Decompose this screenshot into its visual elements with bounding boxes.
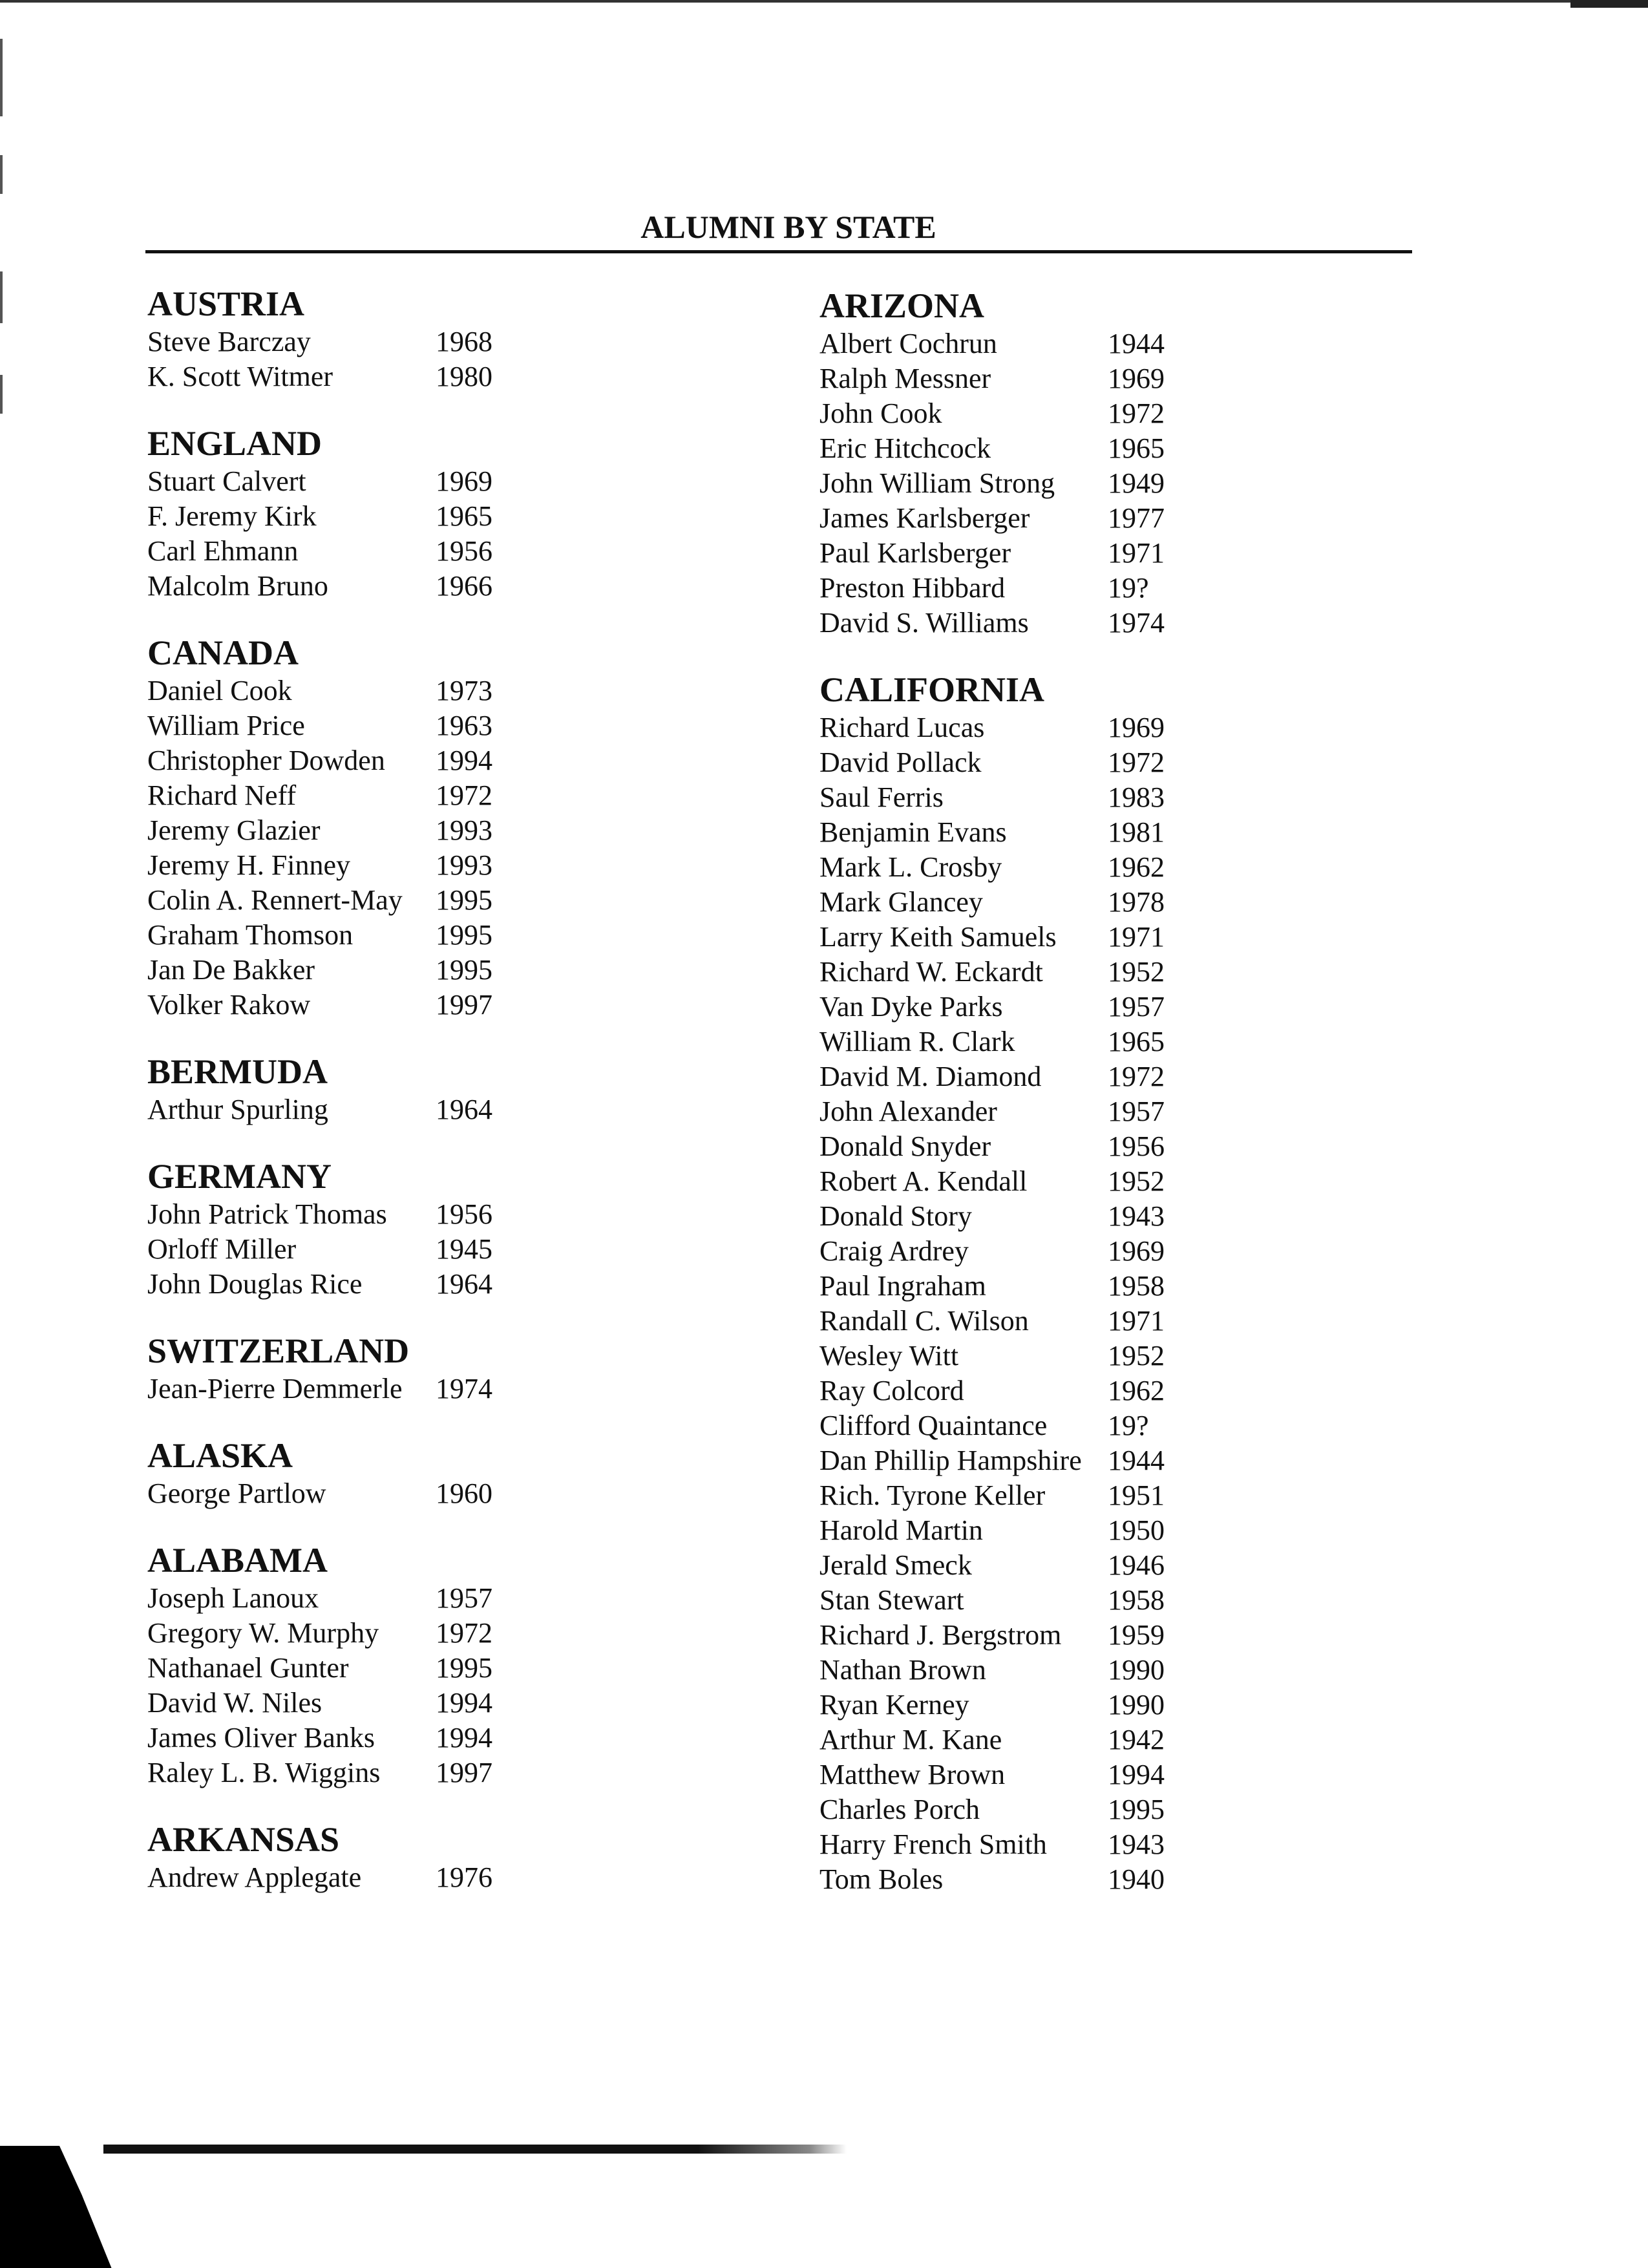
alumni-entry <box>147 1651 561 1686</box>
alumni-name: Wesley Witt <box>819 1340 959 1372</box>
alumni-entry <box>147 1232 561 1267</box>
graduation-year: 1945 <box>436 1233 492 1265</box>
graduation-year: 1974 <box>436 1373 492 1404</box>
alumni-name: William Price <box>147 710 305 741</box>
alumni-entry <box>147 1721 561 1755</box>
alumni-name: Donald Snyder <box>819 1130 991 1162</box>
alumni-name: F. Jeremy Kirk <box>147 500 317 532</box>
alumni-entry <box>819 1618 1233 1653</box>
graduation-year: 1971 <box>1108 1305 1165 1337</box>
graduation-year: 1969 <box>436 465 492 497</box>
alumni-name: Arthur Spurling <box>147 1094 328 1125</box>
alumni-name: Charles Porch <box>819 1794 980 1825</box>
graduation-year: 1943 <box>1108 1200 1165 1232</box>
alumni-name: Clifford Quaintance <box>819 1410 1048 1441</box>
alumni-entry <box>147 743 561 778</box>
graduation-year: 1960 <box>436 1478 492 1509</box>
alumni-name: Larry Keith Samuels <box>819 921 1057 953</box>
location-section <box>147 283 561 394</box>
alumni-name: John Alexander <box>819 1096 997 1127</box>
graduation-year: 1972 <box>436 779 492 811</box>
alumni-entry <box>819 1722 1233 1757</box>
alumni-name: David M. Diamond <box>819 1061 1042 1092</box>
alumni-name: Jerald Smeck <box>819 1549 972 1581</box>
alumni-entry <box>819 780 1233 815</box>
alumni-entry <box>147 359 561 394</box>
alumni-name: Van Dyke Parks <box>819 991 1003 1023</box>
right-column <box>819 285 1233 1925</box>
alumni-entry <box>819 1757 1233 1792</box>
alumni-entry <box>819 1548 1233 1583</box>
alumni-entry <box>819 1583 1233 1618</box>
graduation-year: 1965 <box>1108 432 1165 464</box>
graduation-year: 1972 <box>1108 397 1165 429</box>
scan-corner-mark <box>1570 0 1648 8</box>
graduation-year: 1994 <box>436 1687 492 1719</box>
graduation-year: 1944 <box>1108 1445 1165 1476</box>
graduation-year: 1969 <box>1108 712 1165 743</box>
location-heading: ARKANSAS <box>147 1820 340 1859</box>
alumni-name: Eric Hitchcock <box>819 432 991 464</box>
alumni-entry <box>819 990 1233 1024</box>
location-heading: SWITZERLAND <box>147 1331 410 1370</box>
alumni-entry <box>147 324 561 359</box>
alumni-name: Donald Story <box>819 1200 972 1232</box>
graduation-year: 1965 <box>436 500 492 532</box>
graduation-year: 1966 <box>436 570 492 602</box>
alumni-entry <box>819 1164 1233 1199</box>
graduation-year: 1978 <box>1108 886 1165 918</box>
graduation-year: 1990 <box>1108 1689 1165 1721</box>
alumni-entry <box>147 673 561 708</box>
alumni-entry <box>819 1688 1233 1722</box>
alumni-entry <box>819 815 1233 850</box>
alumni-entry <box>147 918 561 953</box>
alumni-name: Steve Barczay <box>147 326 311 357</box>
graduation-year: 1950 <box>1108 1514 1165 1546</box>
scan-left-mark <box>0 375 3 414</box>
alumni-entry <box>147 1860 561 1895</box>
graduation-year: 1976 <box>436 1861 492 1893</box>
alumni-name: Colin A. Rennert-May <box>147 884 403 916</box>
graduation-year: 1997 <box>436 1757 492 1788</box>
alumni-entry <box>819 431 1233 466</box>
alumni-entry <box>819 396 1233 431</box>
page-title: ALUMNI BY STATE <box>640 209 936 245</box>
alumni-name: Christopher Dowden <box>147 745 385 776</box>
graduation-year: 1983 <box>1108 781 1165 813</box>
alumni-entry <box>147 569 561 604</box>
graduation-year: 1994 <box>1108 1759 1165 1790</box>
alumni-name: Richard J. Bergstrom <box>819 1619 1062 1651</box>
graduation-year: 1959 <box>1108 1619 1165 1651</box>
location-section <box>147 1435 561 1511</box>
alumni-entry <box>147 988 561 1023</box>
alumni-name: David S. Williams <box>819 607 1029 639</box>
graduation-year: 1940 <box>1108 1863 1165 1895</box>
alumni-entry <box>819 326 1233 361</box>
graduation-year: 1952 <box>1108 956 1165 988</box>
location-heading: BERMUDA <box>147 1052 328 1091</box>
graduation-year: 1994 <box>436 745 492 776</box>
graduation-year: 1965 <box>1108 1026 1165 1057</box>
graduation-year: 1997 <box>436 989 492 1021</box>
location-heading: ENGLAND <box>147 424 322 463</box>
alumni-entry <box>147 708 561 743</box>
alumni-name: William R. Clark <box>819 1026 1015 1057</box>
alumni-entry <box>819 1094 1233 1129</box>
alumni-name: Craig Ardrey <box>819 1235 969 1267</box>
scan-left-mark <box>0 155 3 194</box>
alumni-entry <box>819 536 1233 571</box>
alumni-entry <box>819 885 1233 920</box>
alumni-name: Rich. Tyrone Keller <box>819 1479 1046 1511</box>
alumni-name: Jean-Pierre Demmerle <box>147 1373 403 1404</box>
alumni-entry <box>819 1199 1233 1234</box>
location-heading: ALASKA <box>147 1436 293 1475</box>
graduation-year: 1964 <box>436 1094 492 1125</box>
alumni-name: Joseph Lanoux <box>147 1582 319 1614</box>
alumni-name: Arthur M. Kane <box>819 1724 1002 1755</box>
graduation-year: 1977 <box>1108 502 1165 534</box>
alumni-name: Daniel Cook <box>147 675 292 706</box>
title-rule <box>145 250 1412 253</box>
graduation-year: 1957 <box>436 1582 492 1614</box>
alumni-entry <box>819 850 1233 885</box>
location-section <box>819 285 1233 641</box>
alumni-name: John William Strong <box>819 467 1055 499</box>
scan-left-mark <box>0 271 3 323</box>
alumni-name: Preston Hibbard <box>819 572 1006 604</box>
alumni-name: Stan Stewart <box>819 1584 964 1616</box>
location-heading: ARIZONA <box>819 286 985 325</box>
graduation-year: 1962 <box>1108 851 1165 883</box>
graduation-year: 1964 <box>436 1268 492 1300</box>
graduation-year: 1994 <box>436 1722 492 1754</box>
alumni-name: Dan Phillip Hampshire <box>819 1445 1082 1476</box>
alumni-name: John Patrick Thomas <box>147 1198 387 1230</box>
alumni-entry <box>147 464 561 499</box>
alumni-entry <box>819 1408 1233 1443</box>
graduation-year: 1963 <box>436 710 492 741</box>
alumni-entry <box>819 955 1233 990</box>
alumni-entry <box>147 848 561 883</box>
alumni-entry <box>819 1059 1233 1094</box>
alumni-entry <box>147 534 561 569</box>
graduation-year: 1990 <box>1108 1654 1165 1686</box>
alumni-name: Nathan Brown <box>819 1654 986 1686</box>
alumni-entry <box>819 920 1233 955</box>
alumni-entry <box>819 1269 1233 1304</box>
graduation-year: 1969 <box>1108 363 1165 394</box>
alumni-name: Mark Glancey <box>819 886 983 918</box>
alumni-entry <box>147 1755 561 1790</box>
graduation-year: 19? <box>1108 1410 1149 1441</box>
alumni-name: Ralph Messner <box>819 363 991 394</box>
alumni-entry <box>819 710 1233 745</box>
alumni-entry <box>819 745 1233 780</box>
alumni-entry <box>819 1443 1233 1478</box>
location-section <box>147 423 561 604</box>
alumni-entry <box>147 1267 561 1302</box>
location-heading: AUSTRIA <box>147 284 305 323</box>
alumni-entry <box>819 1129 1233 1164</box>
graduation-year: 1943 <box>1108 1828 1165 1860</box>
alumni-name: Nathanael Gunter <box>147 1652 349 1684</box>
graduation-year: 1995 <box>436 1652 492 1684</box>
graduation-year: 1957 <box>1108 1096 1165 1127</box>
graduation-year: 1995 <box>436 919 492 951</box>
graduation-year: 1993 <box>436 814 492 846</box>
alumni-name: Benjamin Evans <box>819 816 1007 848</box>
graduation-year: 19? <box>1108 572 1149 604</box>
scan-left-mark <box>0 39 3 116</box>
graduation-year: 1946 <box>1108 1549 1165 1581</box>
graduation-year: 1974 <box>1108 607 1165 639</box>
alumni-entry <box>819 571 1233 606</box>
graduation-year: 1995 <box>436 884 492 916</box>
location-section <box>147 1156 561 1302</box>
graduation-year: 1952 <box>1108 1340 1165 1372</box>
location-section <box>819 669 1233 1897</box>
alumni-entry <box>819 1024 1233 1059</box>
alumni-name: Harry French Smith <box>819 1828 1047 1860</box>
alumni-name: Volker Rakow <box>147 989 311 1021</box>
alumni-name: Gregory W. Murphy <box>147 1617 379 1649</box>
alumni-name: Ryan Kerney <box>819 1689 969 1721</box>
alumni-entry <box>147 1092 561 1127</box>
graduation-year: 1993 <box>436 849 492 881</box>
alumni-name: David Pollack <box>819 747 982 778</box>
alumni-entry <box>819 1862 1233 1897</box>
graduation-year: 1969 <box>1108 1235 1165 1267</box>
alumni-entry <box>819 1234 1233 1269</box>
graduation-year: 1981 <box>1108 816 1165 848</box>
graduation-year: 1973 <box>436 675 492 706</box>
alumni-name: David W. Niles <box>147 1687 322 1719</box>
graduation-year: 1952 <box>1108 1165 1165 1197</box>
alumni-entry <box>147 499 561 534</box>
alumni-name: James Oliver Banks <box>147 1722 375 1754</box>
alumni-entry <box>819 1478 1233 1513</box>
graduation-year: 1942 <box>1108 1724 1165 1755</box>
alumni-entry <box>819 1304 1233 1339</box>
location-heading: CALIFORNIA <box>819 670 1045 709</box>
scan-top-edge <box>0 0 1648 3</box>
graduation-year: 1956 <box>436 1198 492 1230</box>
alumni-name: John Douglas Rice <box>147 1268 363 1300</box>
alumni-entry <box>819 1339 1233 1373</box>
graduation-year: 1971 <box>1108 921 1165 953</box>
location-section <box>147 1819 561 1895</box>
alumni-name: Stuart Calvert <box>147 465 306 497</box>
alumni-entry <box>819 1653 1233 1688</box>
alumni-entry <box>147 778 561 813</box>
alumni-name: Randall C. Wilson <box>819 1305 1029 1337</box>
alumni-name: Harold Martin <box>819 1514 983 1546</box>
alumni-entry <box>147 1476 561 1511</box>
alumni-name: Robert A. Kendall <box>819 1165 1028 1197</box>
alumni-name: Paul Ingraham <box>819 1270 986 1302</box>
alumni-name: Mark L. Crosby <box>819 851 1002 883</box>
graduation-year: 1956 <box>436 535 492 567</box>
alumni-entry <box>147 813 561 848</box>
alumni-name: K. Scott Witmer <box>147 361 333 392</box>
graduation-year: 1972 <box>1108 1061 1165 1092</box>
graduation-year: 1958 <box>1108 1270 1165 1302</box>
alumni-name: Ray Colcord <box>819 1375 964 1406</box>
alumni-entry <box>147 883 561 918</box>
graduation-year: 1957 <box>1108 991 1165 1023</box>
alumni-name: Saul Ferris <box>819 781 944 813</box>
alumni-entry <box>819 361 1233 396</box>
alumni-name: Tom Boles <box>819 1863 944 1895</box>
scan-bottom-corner <box>0 2146 149 2268</box>
alumni-entry <box>819 1373 1233 1408</box>
alumni-name: Malcolm Bruno <box>147 570 328 602</box>
graduation-year: 1944 <box>1108 328 1165 359</box>
scan-bottom-bar <box>103 2145 847 2154</box>
alumni-entry <box>147 1197 561 1232</box>
alumni-entry <box>147 1372 561 1406</box>
left-column <box>147 283 561 1924</box>
alumni-name: James Karlsberger <box>819 502 1030 534</box>
graduation-year: 1968 <box>436 326 492 357</box>
alumni-name: George Partlow <box>147 1478 326 1509</box>
location-heading: ALABAMA <box>147 1541 328 1580</box>
graduation-year: 1949 <box>1108 467 1165 499</box>
graduation-year: 1951 <box>1108 1479 1165 1511</box>
alumni-entry <box>819 501 1233 536</box>
alumni-name: Jeremy H. Finney <box>147 849 351 881</box>
graduation-year: 1980 <box>436 361 492 392</box>
alumni-name: Richard W. Eckardt <box>819 956 1043 988</box>
graduation-year: 1956 <box>1108 1130 1165 1162</box>
alumni-entry <box>819 1827 1233 1862</box>
alumni-name: Jeremy Glazier <box>147 814 321 846</box>
graduation-year: 1972 <box>1108 747 1165 778</box>
location-heading: CANADA <box>147 633 299 672</box>
location-section <box>147 1540 561 1790</box>
alumni-name: Paul Karlsberger <box>819 537 1011 569</box>
location-section <box>147 632 561 1023</box>
alumni-name: Raley L. B. Wiggins <box>147 1757 381 1788</box>
graduation-year: 1962 <box>1108 1375 1165 1406</box>
alumni-name: Jan De Bakker <box>147 954 315 986</box>
alumni-name: Carl Ehmann <box>147 535 299 567</box>
graduation-year: 1958 <box>1108 1584 1165 1616</box>
alumni-entry <box>819 1792 1233 1827</box>
alumni-name: Richard Lucas <box>819 712 985 743</box>
alumni-name: Matthew Brown <box>819 1759 1006 1790</box>
alumni-entry <box>147 1686 561 1721</box>
alumni-name: Andrew Applegate <box>147 1861 362 1893</box>
alumni-entry <box>147 1581 561 1616</box>
graduation-year: 1995 <box>436 954 492 986</box>
alumni-name: Orloff Miller <box>147 1233 297 1265</box>
alumni-entry <box>819 1513 1233 1548</box>
alumni-name: Graham Thomson <box>147 919 354 951</box>
alumni-entry <box>147 1616 561 1651</box>
alumni-name: Albert Cochrun <box>819 328 997 359</box>
graduation-year: 1995 <box>1108 1794 1165 1825</box>
location-heading: GERMANY <box>147 1157 332 1196</box>
graduation-year: 1971 <box>1108 537 1165 569</box>
alumni-name: John Cook <box>819 397 942 429</box>
alumni-entry <box>147 953 561 988</box>
alumni-entry <box>819 466 1233 501</box>
graduation-year: 1972 <box>436 1617 492 1649</box>
alumni-entry <box>819 606 1233 641</box>
alumni-name: Richard Neff <box>147 779 297 811</box>
location-section <box>147 1330 561 1406</box>
location-section <box>147 1051 561 1127</box>
